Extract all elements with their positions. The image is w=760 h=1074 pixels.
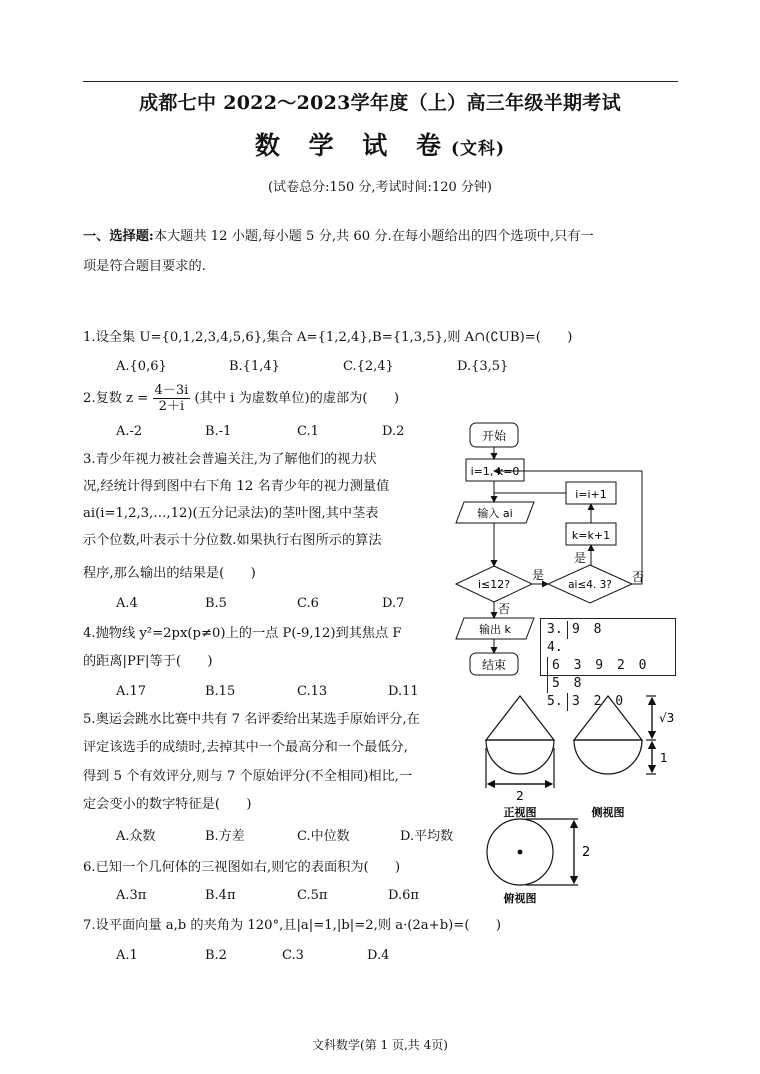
q6-option: B.4π: [205, 888, 236, 903]
q2-fraction: [153, 383, 191, 414]
flow-init-label: i=1, k=0: [470, 465, 520, 478]
stem-leaf-row: [547, 621, 669, 639]
q2-numerator: 4－3i: [154, 383, 189, 398]
q7-option: A.1: [116, 948, 138, 963]
q1-stem: 1.设全集 U={0,1,2,3,4,5,6},集合 A={1,2,4},B={1,3,5},则 A∩(∁UB)=( ): [83, 330, 573, 345]
q2-prefix: 2.复数 z =: [83, 391, 149, 406]
section-desc-2: 项是符合题目要求的.: [83, 259, 206, 274]
q1-option: A.{0,6}: [116, 359, 167, 374]
dim-width: 2: [516, 789, 524, 803]
q2-suffix: (其中 i 为虚数单位)的虚部为( ): [194, 391, 400, 406]
front-view-label: 正视图: [503, 806, 537, 819]
flow-cond-i-label: i≤12?: [477, 578, 511, 591]
section-title: 一、选择题:: [83, 229, 154, 244]
q2-option: B.-1: [205, 424, 232, 439]
side-view: [574, 696, 656, 774]
flow-yes1-label: 是: [532, 568, 545, 582]
q5-line: 定会变小的数字特征是( ): [83, 797, 252, 812]
q4-option: B.15: [205, 684, 236, 699]
stem-leaf-row: [547, 639, 669, 693]
flow-start-label: 开始: [481, 429, 507, 443]
q5-option: C.中位数: [297, 829, 350, 844]
top-view: [487, 819, 578, 885]
page-footer: 文科数学(第 1 页,共 4页): [312, 1038, 448, 1052]
flow-end-label: 结束: [481, 658, 507, 672]
exam-meta: (试卷总分:150 分,考试时间:120 分钟): [268, 180, 492, 195]
subject-title: [0, 126, 760, 162]
q6-option: A.3π: [116, 888, 147, 903]
q5-option: D.平均数: [400, 829, 454, 844]
q2-option: D.2: [382, 424, 405, 439]
stem-value: 5.: [547, 694, 563, 709]
q3-line: 况,经统计得到图中右下角 12 名青少年的视力测量值: [83, 479, 390, 494]
q6-option: C.5π: [297, 888, 328, 903]
q5-option: A.众数: [116, 829, 156, 844]
q4-option: C.13: [297, 684, 328, 699]
q3-line: 程序,那么输出的结果是( ): [83, 566, 256, 581]
q1-option: D.{3,5}: [457, 359, 509, 374]
q7-option: D.4: [367, 948, 390, 963]
q4-option: A.17: [116, 684, 147, 699]
q2-option: A.-2: [116, 424, 143, 439]
leaf-values: 6 3 9 2 0 5 8: [547, 657, 669, 693]
school-title: 成都七中 2022～2023学年度（上）高三年级半期考试: [139, 92, 621, 114]
stem-value: 3.: [547, 622, 563, 637]
q3-option: D.7: [382, 596, 405, 611]
q3-option: A.4: [116, 596, 138, 611]
q5-option: B.方差: [205, 829, 245, 844]
section-intro: [83, 222, 683, 282]
q3-line: ai(i=1,2,3,…,12)(五分记录法)的茎叶图,其中茎表: [83, 506, 379, 521]
flow-yes2-label: 是: [574, 551, 587, 565]
dim-height-bottom: 1: [660, 751, 668, 765]
stem-leaf-plot: [540, 618, 676, 709]
q7-option: C.3: [282, 948, 304, 963]
q6-stem: 6.已知一个几何体的三视图如右,则它的表面积为( ): [83, 860, 401, 875]
top-view-center: [518, 850, 523, 855]
q1-option: C.{2,4}: [343, 359, 394, 374]
q5-line: 评定该选手的成绩时,去掉其中一个最高分和一个最低分,: [83, 740, 408, 755]
flow-inc-k-label: k=k+1: [571, 529, 611, 542]
front-view: [486, 696, 554, 788]
flow-output-label: 输出 k: [479, 623, 511, 636]
flow-cond-a-label: ai≤4. 3?: [568, 579, 612, 591]
leaf-values: 3 2 0: [567, 693, 626, 711]
three-views-figure: [478, 688, 678, 910]
dim-height-top: √3: [659, 711, 675, 725]
q3-line: 示个位数,叶表示十分位数.如果执行右图所示的算法: [83, 533, 382, 548]
q3-line: 3.青少年视力被社会普遍关注,为了解他们的视力状: [83, 452, 377, 467]
q7-stem: 7.设平面向量 a,b 的夹角为 120°,且|a|=1,|b|=2,则 a·(2a+b)=( ): [83, 918, 502, 933]
q3-option: C.6: [297, 596, 319, 611]
leaf-values: 9 8: [567, 621, 604, 639]
q2-stem: [83, 382, 399, 416]
q2-option: C.1: [297, 424, 319, 439]
section-desc-1: 本大题共 12 小题,每小题 5 分,共 60 分.在每小题给出的四个选项中,只有一: [153, 229, 594, 244]
top-view-label: 俯视图: [503, 892, 537, 905]
q4-line: 4.抛物线 y²=2px(p≠0)上的一点 P(-9,12)到其焦点 F: [83, 626, 402, 641]
q2-denominator: 2＋i: [158, 399, 185, 414]
q4-line: 的距离|PF|等于( ): [83, 654, 213, 669]
q4-option: D.11: [388, 684, 419, 699]
q6-option: D.6π: [388, 888, 419, 903]
q1-option: B.{1,4}: [229, 359, 280, 374]
q7-option: B.2: [205, 948, 227, 963]
dim-diameter: 2: [582, 845, 591, 860]
flow-no2-label: 否: [632, 570, 645, 584]
header-rule: [83, 81, 678, 82]
flow-no1-label: 否: [498, 602, 511, 616]
flow-input-label: 输入 ai: [477, 507, 513, 520]
flow-inc-i-label: i=i+1: [575, 488, 607, 501]
subject-sub: (文科): [451, 139, 506, 159]
stem-value: 4.: [547, 640, 563, 655]
q5-line: 得到 5 个有效评分,则与 7 个原始评分(不全相同)相比,一: [83, 769, 413, 784]
q3-option: B.5: [205, 596, 227, 611]
side-view-label: 侧视图: [591, 806, 625, 819]
subject-main: 数 学 试 卷: [254, 131, 452, 160]
q5-line: 5.奥运会跳水比赛中共有 7 名评委给出某选手原始评分,在: [83, 712, 420, 727]
